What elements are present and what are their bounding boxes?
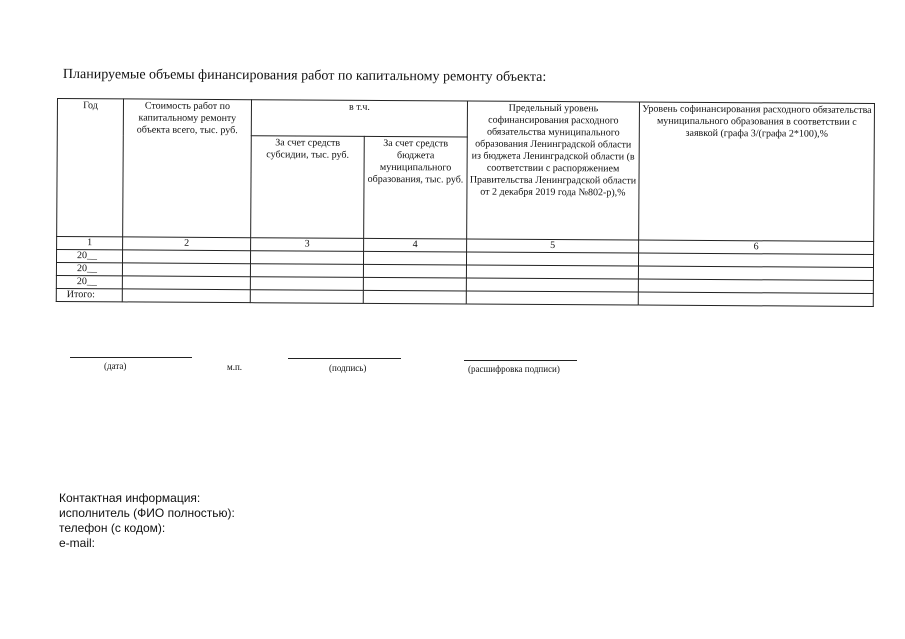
column-number: 5 xyxy=(467,239,639,253)
header-cofinancing-level: Уровень софинансирования расходного обязательства муниципального образования в соответствии с заявкой (графа 3/(графа 2*100),% xyxy=(639,102,875,241)
funding-table-wrapper xyxy=(56,98,874,320)
empty-cell xyxy=(466,252,638,266)
header-row-1 xyxy=(57,99,874,140)
empty-cell xyxy=(122,250,250,264)
page-title: Планируемые объемы финансирования работ по капитальному ремонту объекта: xyxy=(62,67,547,85)
header-max-level: Предельный уровень софинансирования расходного обязательства муниципального образования Ленинградской области из бюджета Ленинградской области (в соответствии с распоряжением Правительства Ленинградской области от 2 декабря 2019 года №802-р),% xyxy=(467,101,640,240)
column-number: 6 xyxy=(639,240,874,254)
header-subsidy: За счет средств субсидии, тыс. руб. xyxy=(251,136,365,239)
total-label: Итого: xyxy=(56,288,122,301)
column-number: 3 xyxy=(251,238,364,252)
empty-cell xyxy=(466,265,638,279)
empty-cell xyxy=(466,291,638,305)
funding-table xyxy=(56,98,875,307)
column-number: 2 xyxy=(123,237,251,251)
year-cell: 20__ xyxy=(56,250,122,263)
empty-cell xyxy=(363,264,466,278)
column-number: 1 xyxy=(57,237,123,250)
empty-cell xyxy=(250,290,363,304)
header-year: Год xyxy=(57,99,124,237)
decoding-line xyxy=(464,360,577,361)
empty-cell xyxy=(122,276,250,290)
decoding-caption: (расшифровка подписи) xyxy=(468,364,560,374)
contact-heading: Контактная информация: xyxy=(59,491,201,505)
date-line xyxy=(70,357,192,358)
date-caption: (дата) xyxy=(104,361,127,371)
header-municipal-budget: За счет средств бюджета муниципального образования, тыс. руб. xyxy=(364,136,468,239)
empty-cell xyxy=(250,251,363,265)
header-including: в т.ч. xyxy=(251,100,467,137)
column-number: 4 xyxy=(364,238,467,252)
contact-phone: телефон (с кодом): xyxy=(59,521,166,535)
empty-cell xyxy=(250,264,363,278)
header-total-cost: Стоимость работ по капитальному ремонту объекта всего, тыс. руб. xyxy=(123,99,252,238)
empty-cell xyxy=(363,251,466,265)
empty-cell xyxy=(250,277,363,291)
empty-cell xyxy=(363,277,466,291)
signature-caption: (подпись) xyxy=(329,363,367,373)
year-cell: 20__ xyxy=(56,263,122,276)
contact-email: e-mail: xyxy=(59,536,96,550)
empty-cell xyxy=(363,290,466,304)
stamp-caption: м.п. xyxy=(227,362,243,372)
empty-cell xyxy=(122,263,250,277)
contact-info xyxy=(59,491,235,551)
contact-executor: исполнитель (ФИО полностью): xyxy=(59,506,235,520)
empty-cell xyxy=(122,289,250,303)
year-cell: 20__ xyxy=(56,275,122,288)
empty-cell xyxy=(466,278,638,292)
signature-line xyxy=(288,358,401,359)
empty-cell xyxy=(638,292,873,306)
